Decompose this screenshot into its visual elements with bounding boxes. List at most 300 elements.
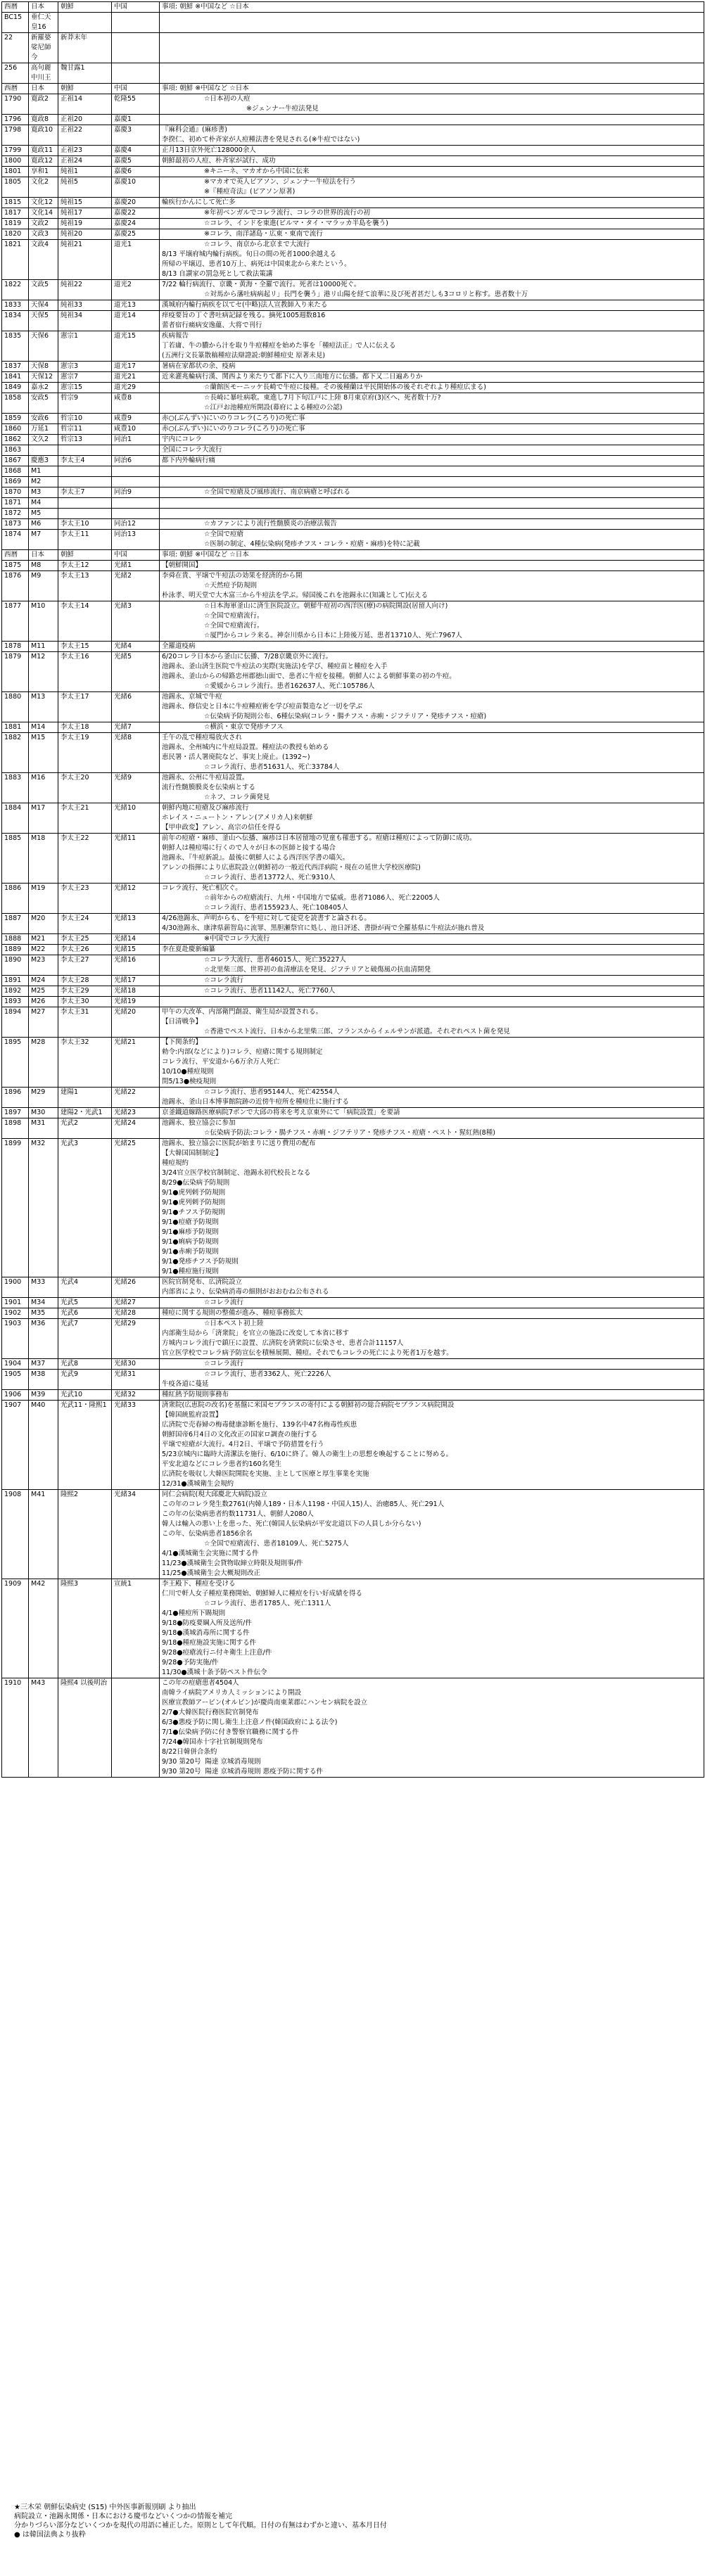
year-row <box>2 519 704 530</box>
events-cell <box>160 156 704 167</box>
china-era-cell: 光緒15 <box>112 945 160 955</box>
korea-era-cell: 李太王20 <box>58 773 112 803</box>
korea-era-cell: 純祖19 <box>58 219 112 229</box>
japan-era-cell: M10 <box>29 601 58 642</box>
japan-era-cell: M14 <box>29 722 58 733</box>
china-era-cell: 道光14 <box>112 311 160 331</box>
china-era-cell: 光緒19 <box>112 997 160 1007</box>
event-line: ※コレラ、南洋諸島・広東・東南で流行 <box>204 230 323 238</box>
korea-era-cell: 建陽2・光武1 <box>58 1108 112 1118</box>
year-cell: 1874 <box>2 530 29 550</box>
events-cell <box>160 945 704 955</box>
china-era-cell: 咸豊10 <box>112 424 160 435</box>
event-line: ☆日本海軍釜山に済生医院設立。朝鮮牛痘初の西洋医(療)の病院開設(居留人向け) <box>204 602 448 610</box>
china-era-cell: 光緒4 <box>112 642 160 652</box>
events-cell <box>160 94 704 115</box>
event-line: 池錫永、独立協会に参加 <box>162 1119 236 1127</box>
events-cell <box>160 1490 704 1579</box>
korea-era-cell: 純祖21 <box>58 240 112 280</box>
empty-event-line <box>162 63 701 73</box>
japan-era-cell: 慶應3 <box>29 456 58 466</box>
events-cell <box>160 125 704 146</box>
year-row <box>2 1490 704 1579</box>
event-line: ☆全国で痘瘡 <box>204 530 244 538</box>
japan-era-cell: M26 <box>29 997 58 1007</box>
china-era-cell: 光緒18 <box>112 986 160 997</box>
japan-era-cell: M24 <box>29 976 58 986</box>
year-cell: 1880 <box>2 692 29 722</box>
events-cell <box>160 445 704 456</box>
china-era-cell: 光緒6 <box>112 692 160 722</box>
year-row <box>2 414 704 424</box>
korea-era-cell: 光武9 <box>58 1370 112 1390</box>
year-cell: 1894 <box>2 1007 29 1038</box>
event-line: 9/1●赤痢予防規則 <box>162 1248 219 1256</box>
japan-era-cell: M33 <box>29 1277 58 1298</box>
empty-event-line <box>162 509 701 518</box>
event-line: 広済院で売春婦の梅毒健康診断を施行、139名中47名梅毒性疾患 <box>162 1421 357 1429</box>
event-line: ☆前年からの痘瘡流行、九州・中国地方で猛威。患者71086人、死亡22005人 <box>204 894 440 902</box>
year-cell: 1883 <box>2 773 29 803</box>
china-era-cell: 乾隆55 <box>112 94 160 115</box>
event-line: 池錫永、釜山済生医院で牛痘法の実際(実施法)を学び、種痘苗と種痘を入手 <box>162 663 388 670</box>
year-cell: BC15 <box>2 13 29 33</box>
japan-era-cell: M31 <box>29 1118 58 1139</box>
japan-era-cell: M8 <box>29 561 58 571</box>
japan-era-cell: M6 <box>29 519 58 530</box>
china-era-cell: 嘉慶1 <box>112 115 160 125</box>
year-row <box>2 383 704 393</box>
note-line: 病院設立・池錫永関係・日本における慶弔などいくつかの情報を補完 <box>14 2513 232 2520</box>
korea-era-cell: 純祖17 <box>58 208 112 219</box>
event-line: 近来灌兆輪病行漢、関西より来たりて都下に入り三南地方に伝播。都下又二日遍ありか <box>162 373 423 381</box>
event-line: ☆天然痘予防規則 <box>204 582 258 589</box>
china-era-cell: 中国 <box>112 550 160 561</box>
events-cell <box>160 1401 704 1490</box>
japan-era-cell: M37 <box>29 1359 58 1370</box>
japan-era-cell: 文政4 <box>29 240 58 280</box>
year-cell: 1834 <box>2 311 29 331</box>
year-cell: 西暦 <box>2 84 29 94</box>
china-era-cell <box>112 466 160 477</box>
year-row <box>2 1308 704 1319</box>
events-cell <box>160 372 704 383</box>
year-row <box>2 803 704 834</box>
event-line: ☆コレラ流行、患者51631人、死亡33784人 <box>204 763 340 771</box>
year-cell: 1871 <box>2 498 29 509</box>
events-cell <box>160 498 704 509</box>
japan-era-cell: M30 <box>29 1108 58 1118</box>
event-line: 池錫永、全州城内に牛痘局設置。種痘法の教授も始める <box>162 744 329 751</box>
japan-era-cell: 日本 <box>29 550 58 561</box>
event-line: 朴泳孝、明天堂で大木富三から牛痘法を学ぶ。帰国後これを池錫永に(知識として)伝える <box>162 592 428 599</box>
event-line: 所帰の平壌辺、患者10万上、病死は中国東北から来たという。 <box>162 260 351 268</box>
year-row <box>2 652 704 692</box>
event-line: ☆カファンにより流行性髄膜炎の治療法報告 <box>204 520 337 528</box>
year-row <box>2 393 704 414</box>
year-cell: 1882 <box>2 733 29 773</box>
korea-era-cell: 純祖1 <box>58 167 112 177</box>
events-cell <box>160 240 704 280</box>
year-row <box>2 1678 704 1778</box>
event-line: ☆横浜・東京で発疹チフス <box>204 723 284 731</box>
china-era-cell: 光緒22 <box>112 1088 160 1108</box>
events-cell <box>160 477 704 487</box>
events-cell <box>160 1390 704 1401</box>
year-row <box>2 945 704 955</box>
event-line: 疾病報告 <box>162 332 189 340</box>
year-row <box>2 1390 704 1401</box>
events-cell <box>160 722 704 733</box>
korea-era-cell: 光武7 <box>58 1319 112 1359</box>
year-row <box>2 466 704 477</box>
korea-era-cell: 正祖22 <box>58 125 112 146</box>
event-line: 4/26池錫永、声明からも、を牛痘に対して徒党を読書すと論される。 <box>162 914 371 922</box>
year-cell: 1841 <box>2 372 29 383</box>
china-era-cell: 光緒8 <box>112 733 160 773</box>
event-line: 漢城府内輪行病疾を以てセ(中略)法人宣教師入り来たる <box>162 301 328 309</box>
year-cell: 1906 <box>2 1390 29 1401</box>
event-line: 6/3●悪疫予防に関し衛生上注意ノ件(韓国政府による法令) <box>162 1719 338 1726</box>
year-cell: 1899 <box>2 1139 29 1277</box>
event-line: 平安北道などにコレラ患者約160名発生 <box>162 1460 282 1468</box>
event-line: ☆全国で痘瘡流行、患者18109人、死亡5275人 <box>204 1540 349 1548</box>
china-era-cell: 嘉慶6 <box>112 167 160 177</box>
year-cell: 1875 <box>2 561 29 571</box>
year-row <box>2 884 704 914</box>
events-cell <box>160 229 704 240</box>
event-line: ※キニーネ、マカオから中国に伝来 <box>204 167 310 175</box>
event-line: 蕾者宿行痛病安逸蘊、大将で刊行 <box>162 321 262 329</box>
event-line: 牛疫各道に蔓延 <box>162 1380 209 1388</box>
year-row <box>2 240 704 280</box>
event-line: ☆全国で痘瘡及び風疹流行、南京病瘡と呼ばれる <box>204 488 351 496</box>
year-cell: 1886 <box>2 884 29 914</box>
year-cell: 1910 <box>2 1678 29 1778</box>
events-cell <box>160 115 704 125</box>
china-era-cell: 同治13 <box>112 530 160 550</box>
year-row <box>2 773 704 803</box>
year-cell: 1817 <box>2 208 29 219</box>
china-era-cell: 嘉慶22 <box>112 208 160 219</box>
event-line: 池錫永、修信史と日本に牛痘種痘術を学び痘苗製造など一切を学ぶ <box>162 703 363 710</box>
korea-era-cell: 哲宗10 <box>58 414 112 424</box>
year-cell: 1879 <box>2 652 29 692</box>
event-line: 赤○(ぶんずい)にいのりコレラ(ころり)の死亡事 <box>162 414 305 422</box>
china-era-cell: 道光1 <box>112 240 160 280</box>
event-line: 事項: 朝鮮 ※中国など ☆日本 <box>162 551 249 559</box>
japan-era-cell: 寛政2 <box>29 94 58 115</box>
year-cell: 1897 <box>2 1108 29 1118</box>
events-cell <box>160 466 704 477</box>
year-cell: 1892 <box>2 986 29 997</box>
events-cell <box>160 414 704 424</box>
note-line: ★三木栄 朝鮮伝染病史 (S15) 中外医事新報別刷 より抽出 <box>14 2504 196 2511</box>
year-row <box>2 1359 704 1370</box>
events-cell <box>160 1118 704 1139</box>
event-line: 暑病在家都状の余、疫病 <box>162 362 236 370</box>
china-era-cell: 光緒11 <box>112 834 160 884</box>
japan-era-cell: M5 <box>29 509 58 519</box>
korea-era-cell <box>58 445 112 456</box>
event-line: 5/23京城内に臨時大清潔法を施行、6/10に終了。韓人の衛生上の思想を喚起することに努める。 <box>162 1450 453 1458</box>
source-notes <box>14 2503 387 2539</box>
year-row <box>2 477 704 487</box>
event-line: 朝鮮国帝6月4日の文化改正の国家ロ調査の施行する <box>162 1431 318 1439</box>
event-line: 李舜在貴、平壌で牛痘法の効果を経済的から開 <box>162 572 303 580</box>
chronology-body <box>2 13 704 1778</box>
year-row <box>2 125 704 146</box>
event-line: アレンの指揮により広恵院設立(朝鮮初の一般近代西洋病院・現在の延世大学校医療院) <box>162 864 421 872</box>
year-row <box>2 33 704 63</box>
year-cell: 1896 <box>2 1088 29 1108</box>
japan-era-cell: M22 <box>29 945 58 955</box>
year-row <box>2 1370 704 1390</box>
year-row <box>2 834 704 884</box>
event-line: 朝鮮内地に痘瘡及び麻疹流行 <box>162 804 249 812</box>
header-seireki: 西暦 <box>2 2 29 13</box>
empty-event-line <box>162 115 701 125</box>
year-row <box>2 509 704 519</box>
events-cell <box>160 146 704 156</box>
japan-era-cell: M18 <box>29 834 58 884</box>
empty-event-line <box>162 997 701 1007</box>
korea-era-cell: 光武2 <box>58 1118 112 1139</box>
year-row <box>2 435 704 445</box>
japan-era-cell: 新羅婆娑尼師今 <box>29 33 58 63</box>
empty-event-line <box>162 477 701 487</box>
year-row <box>2 1277 704 1298</box>
japan-era-cell: 安政5 <box>29 393 58 414</box>
event-line: ☆江戸お池種痘所開設(幕府による種痘の公認) <box>204 404 343 412</box>
korea-era-cell: 正祖20 <box>58 115 112 125</box>
event-line: 11/25●漢城衛生会大概規則改正 <box>162 1569 261 1577</box>
korea-era-cell: 光武10 <box>58 1390 112 1401</box>
year-row <box>2 976 704 986</box>
event-line: ☆全国で痘瘡流行。 <box>204 622 264 630</box>
events-cell <box>160 834 704 884</box>
year-cell: 1876 <box>2 571 29 601</box>
japan-era-cell: 寛政10 <box>29 125 58 146</box>
korea-era-cell: 李太王21 <box>58 803 112 834</box>
korea-era-cell: 哲宗11 <box>58 424 112 435</box>
china-era-cell <box>112 63 160 84</box>
year-cell: 1887 <box>2 914 29 934</box>
year-cell: 1905 <box>2 1370 29 1390</box>
events-cell <box>160 1678 704 1778</box>
year-cell: 1863 <box>2 445 29 456</box>
event-line: 宇内にコレラ <box>162 435 203 443</box>
event-line: ☆伝染病予防規則公布、6種伝染病(コレラ・腸チフス・赤痢・ジフテリア・発疹チフス・痘瘡) <box>204 713 487 720</box>
china-era-cell: 光緒1 <box>112 561 160 571</box>
events-cell <box>160 219 704 229</box>
events-cell <box>160 1108 704 1118</box>
year-cell: 1889 <box>2 945 29 955</box>
events-cell <box>160 1139 704 1277</box>
event-line: 仁川で軒人女子種痘業務開始、朝鮮婦人に種痘を行い好成績を得る <box>162 1590 363 1598</box>
header-japan: 日本 <box>29 2 58 13</box>
year-row <box>2 733 704 773</box>
year-row <box>2 955 704 976</box>
year-row <box>2 424 704 435</box>
events-cell <box>160 198 704 208</box>
year-cell: 1902 <box>2 1308 29 1319</box>
japan-era-cell: M21 <box>29 934 58 945</box>
year-row <box>2 986 704 997</box>
year-cell: 1901 <box>2 1298 29 1308</box>
events-cell <box>160 424 704 435</box>
year-row <box>2 1319 704 1359</box>
event-line: 2/7●大韓医院行務医院官制発布 <box>162 1709 259 1716</box>
events-cell <box>160 1308 704 1319</box>
china-era-cell: 光緒32 <box>112 1390 160 1401</box>
korea-era-cell: 朝鮮 <box>58 84 112 94</box>
table-header-row <box>2 2 704 13</box>
events-cell <box>160 550 704 561</box>
japan-era-cell: M36 <box>29 1319 58 1359</box>
events-cell <box>160 652 704 692</box>
japan-era-cell: M27 <box>29 1007 58 1038</box>
korea-era-cell: 李太王4 <box>58 456 112 466</box>
year-cell: 1835 <box>2 331 29 362</box>
year-cell: 1819 <box>2 219 29 229</box>
chronology-table <box>1 1 704 1778</box>
header-china: 中国 <box>112 2 160 13</box>
events-cell <box>160 456 704 466</box>
korea-era-cell <box>58 477 112 487</box>
year-cell: 1858 <box>2 393 29 414</box>
event-line: 池錫永、釜山日本博事館院跡の近傍牛痘所を種痘仕に施行する <box>162 1098 350 1106</box>
china-era-cell: 光緒23 <box>112 1108 160 1118</box>
year-row <box>2 997 704 1007</box>
event-line: 9/1●虎列剌予防規則 <box>162 1189 226 1197</box>
event-line: 『麻科会通』(麻疹書) <box>162 126 227 134</box>
event-line: 正月13日京外死亡128000余人 <box>162 146 256 154</box>
japan-era-cell: 文化12 <box>29 198 58 208</box>
china-era-cell <box>112 509 160 519</box>
year-row <box>2 1088 704 1108</box>
year-cell: 1885 <box>2 834 29 884</box>
event-line: 勅令:内部(などにより)コレラ、痘瘡に関する規則制定 <box>162 1048 323 1056</box>
events-cell <box>160 300 704 311</box>
year-cell: 1881 <box>2 722 29 733</box>
japan-era-cell: M11 <box>29 642 58 652</box>
event-line: 7/1●伝染病予防に付き警察官職務に関する件 <box>162 1728 299 1736</box>
event-line: 9/30 第20号 陽達 京城消毒規則 <box>162 1758 261 1766</box>
china-era-cell: 道光2 <box>112 280 160 300</box>
year-cell: 1907 <box>2 1401 29 1490</box>
event-line: 【甲申政変】アレン、高宗の信任を得る <box>162 824 281 831</box>
year-cell: 1877 <box>2 601 29 642</box>
event-line: 医院官制発布、広済院設立 <box>162 1278 243 1286</box>
note-line: 分かりづらい部分などいくつかを現代の用語に補正した。原則として年代順。日付の有無はわずかと違い、基本月日付 <box>14 2522 387 2530</box>
events-cell <box>160 1088 704 1108</box>
japan-era-cell: 享和1 <box>29 167 58 177</box>
korea-era-cell: 憲宗15 <box>58 383 112 393</box>
events-cell <box>160 311 704 331</box>
year-row <box>2 1118 704 1139</box>
event-line: 4/1●漢城衛生会実施に関する件 <box>162 1550 259 1557</box>
event-line: 甲午の大改革、内部衛門創設、衛生局が設置される。 <box>162 1008 323 1016</box>
japan-era-cell: M17 <box>29 803 58 834</box>
event-line: 8/29●伝染病予防規則 <box>162 1179 230 1187</box>
korea-era-cell: 李太王17 <box>58 692 112 722</box>
japan-era-cell: M15 <box>29 733 58 773</box>
event-line: 7/22 輪行病流行、京畿・黄海・全羅で流行。死者は10000死ぐ。 <box>162 281 361 288</box>
china-era-cell: 嘉慶3 <box>112 125 160 146</box>
china-era-cell: 光緒30 <box>112 1359 160 1370</box>
event-line: 丁若庸、牛の膿から汁を取り牛痘種痘を始めた事を「種痘法正」で人に伝える <box>162 342 396 350</box>
event-line: ☆対馬から藩吐病病起リ」長門を襲う」港リ山陽を経て浪華に及び死者甚だしも3コロリと称す。患者数十万 <box>204 291 528 298</box>
china-era-cell: 嘉慶10 <box>112 177 160 198</box>
event-line: 9/18●漢城消毒所に関する件 <box>162 1629 250 1637</box>
event-line: 内部省により、伝染病消毒の細則がおおむね公布される <box>162 1288 329 1296</box>
year-row <box>2 167 704 177</box>
year-row <box>2 331 704 362</box>
korea-era-cell <box>58 13 112 33</box>
event-line: この年の伝染病患者約数11731人、朝鮮人2080人 <box>162 1510 314 1518</box>
china-era-cell: 光緒25 <box>112 1139 160 1277</box>
event-line: 壬午の乱で種痘場放火され <box>162 734 243 741</box>
year-cell: 1869 <box>2 477 29 487</box>
event-line: 9/18●種痘施設実施に関する件 <box>162 1639 257 1647</box>
event-line: ※中国でコレラ大流行 <box>204 935 270 943</box>
korea-era-cell: 李太王28 <box>58 976 112 986</box>
event-line: 9/1●虎列刺予防規則 <box>162 1199 226 1206</box>
event-line: ☆蘭館医モーニッケ長崎で牛痘に接種。その後種蘭は平民開始体の後それぞれより種痘広まる) <box>204 383 486 391</box>
event-line: 朝鮮最初の人痘、朴斉家が試行、成功 <box>162 157 276 165</box>
korea-era-cell: 李太王10 <box>58 519 112 530</box>
korea-era-cell: 純祖20 <box>58 229 112 240</box>
china-era-cell <box>112 33 160 63</box>
empty-event-line <box>162 13 701 23</box>
korea-era-cell: 朝鮮 <box>58 550 112 561</box>
china-era-cell: 光緒24 <box>112 1118 160 1139</box>
event-line: 10/10●種痘規則 <box>162 1068 214 1076</box>
year-row <box>2 1139 704 1277</box>
japan-era-cell: 垂仁天皇16 <box>29 13 58 33</box>
china-era-cell <box>112 13 160 33</box>
event-line: 李王殿下、種痘を受ける <box>162 1580 236 1588</box>
year-row <box>2 229 704 240</box>
japan-era-cell: 文化14 <box>29 208 58 219</box>
year-cell: 1903 <box>2 1319 29 1359</box>
korea-era-cell: 新莽末年 <box>58 33 112 63</box>
year-row <box>2 1579 704 1678</box>
korea-era-cell: 李太王31 <box>58 1007 112 1038</box>
event-line: 4/1●種痘所下賜規則 <box>162 1609 226 1617</box>
event-line: コレラ流行、死亡相次ぐ。 <box>162 884 242 892</box>
korea-era-cell: 李太王18 <box>58 722 112 733</box>
japan-era-cell: M16 <box>29 773 58 803</box>
events-cell <box>160 934 704 945</box>
japan-era-cell: 文化2 <box>29 177 58 198</box>
china-era-cell: 光緒7 <box>112 722 160 733</box>
china-era-cell: 咸豊8 <box>112 393 160 414</box>
china-era-cell: 嘉慶20 <box>112 198 160 208</box>
events-cell <box>160 362 704 372</box>
china-era-cell: 道光13 <box>112 300 160 311</box>
event-line: 痒疫要旨の丁ぐ書吐病記録を残る。摘死1005週数816 <box>162 312 326 319</box>
korea-era-cell: 李太王25 <box>58 934 112 945</box>
events-cell <box>160 280 704 300</box>
year-row <box>2 498 704 509</box>
korea-era-cell: 李太王12 <box>58 561 112 571</box>
japan-era-cell <box>29 445 58 456</box>
events-cell <box>160 519 704 530</box>
event-line: 方城内コレラ流行で鎮圧に設置、広済院を済衆院に伝染させ、患者合計11157人 <box>162 1339 404 1347</box>
year-cell: 1878 <box>2 642 29 652</box>
